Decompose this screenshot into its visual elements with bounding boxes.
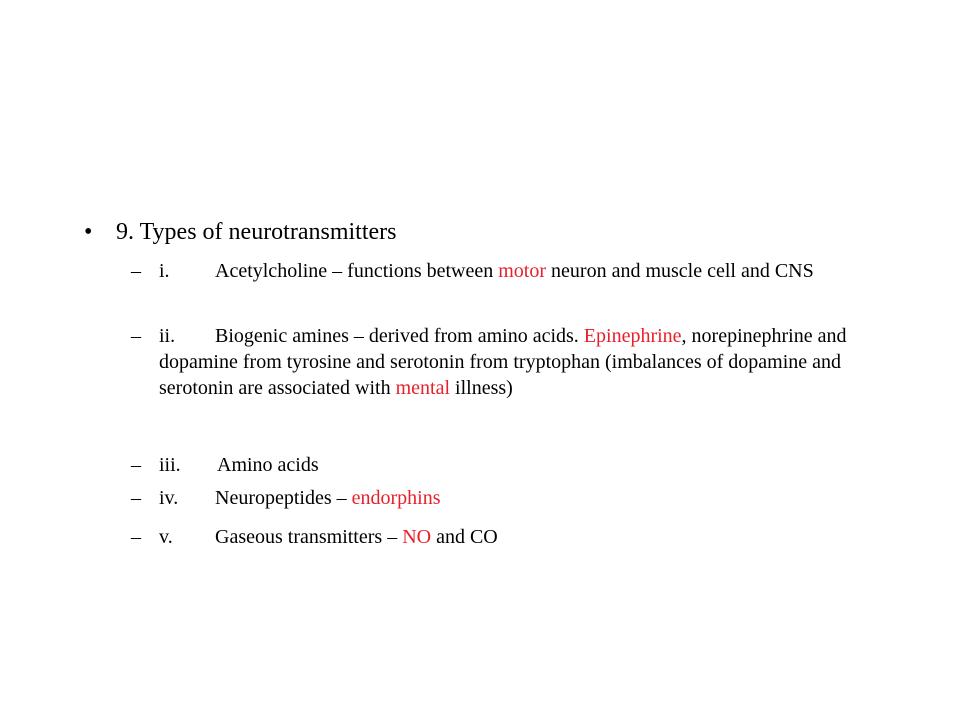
text-segment: illness) [450, 377, 513, 399]
text-segment: Biogenic amines – derived from amino acids. [215, 325, 584, 347]
text-segment: Gaseous transmitters – [215, 526, 403, 548]
item-number: iv. [159, 487, 179, 509]
sub-bullet-text [159, 485, 889, 511]
text-segment: Amino acids [217, 454, 319, 476]
highlighted-term: motor [498, 260, 547, 282]
sub-bullet-text [159, 452, 889, 478]
dash-marker: – [131, 454, 141, 476]
dash-marker: – [131, 260, 141, 282]
highlighted-term: NO [402, 526, 432, 548]
text-segment: and CO [431, 526, 498, 548]
bullet-marker: • [84, 219, 93, 245]
text-segment: Neuropeptides – [215, 487, 352, 509]
highlighted-term: Epinephrine [583, 325, 682, 347]
sub-bullet-text [159, 258, 889, 284]
main-bullet-text: 9. Types of neurotransmitters [116, 219, 397, 245]
item-number: ii. [159, 325, 176, 347]
sub-bullet-text [159, 524, 889, 550]
text-segment: , norepinephrine and dopamine from tyrosine and serotonin from tryptophan (imbalances of dopamine and serotonin are associated with [159, 325, 847, 399]
highlighted-term: endorphins [351, 487, 441, 509]
dash-marker: – [131, 526, 141, 548]
item-number: i. [159, 260, 170, 282]
text-segment: neuron and muscle cell and CNS [546, 260, 814, 282]
text-segment: Acetylcholine – functions between [215, 260, 499, 282]
dash-marker: – [131, 325, 141, 347]
item-number: v. [159, 526, 173, 548]
item-number: iii. [159, 454, 181, 476]
sub-bullet-text [159, 323, 889, 401]
highlighted-term: mental [395, 377, 451, 399]
dash-marker: – [131, 487, 141, 509]
